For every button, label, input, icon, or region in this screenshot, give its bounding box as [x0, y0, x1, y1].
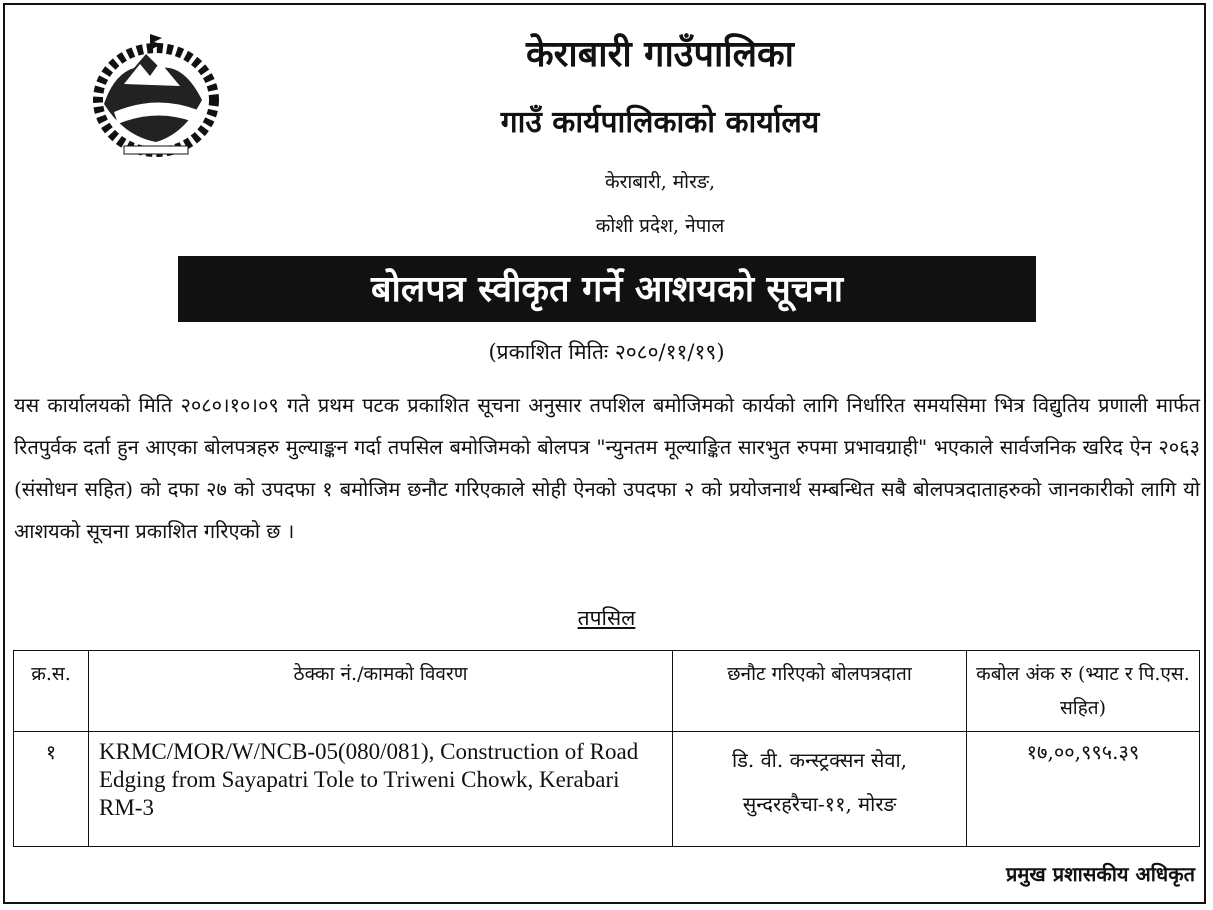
municipality-name: केराबारी गाउँपालिका: [526, 33, 794, 75]
notice-body: यस कार्यालयको मिति २०८०।१०।०९ गते प्रथम पटक प्रकाशित सूचना अनुसार तपशिल बमोजिमको कार्यको लागि निर्धारित समयसिमा भित्र विद्युतिय प्रणाली मार्फत रितपुर्वक दर्ता हुन आएका बोलपत्रहरु मुल्याङ्कन गर्दा तपसिल बमोजिमको बोलपत्र "न्युनतम मूल्याङ्कित सारभुत रुपमा प्रभावग्राही" भएकाले सार्वजनिक खरिद ऐन २०६३ (संसोधन सहित) को दफा २७ को उपदफा १ बमोजिम छनौट गरिएकाले सोही ऐनको उपदफा २ को प्रयोजनार्थ सम्बन्धित सबै बोलपत्रदाताहरुको जानकारीको लागि यो आशयको सूचना प्रकाशित गरिएको छ ।: [14, 393, 1200, 543]
col-header-amount: कबोल अंक रु (भ्याट र पि.एस. सहित): [967, 651, 1200, 732]
table-header-row: [14, 651, 1200, 732]
cell-bidder: [673, 732, 967, 847]
table-row: [14, 732, 1200, 847]
address-line-2: कोशी प्रदेश, नेपाल: [595, 215, 725, 237]
publish-date: (प्रकाशित मितिः २०८०/११/१९): [488, 340, 725, 364]
nepal-emblem-icon: [84, 34, 228, 158]
office-name: गाउँ कार्यपालिकाको कार्यालय: [500, 105, 820, 140]
notice-title: बोलपत्र स्वीकृत गर्ने आशयको सूचना: [178, 256, 1036, 322]
col-header-bidder: छनौट गरिएको बोलपत्रदाता: [673, 651, 967, 732]
col-header-work: ठेक्का नं./कामको विवरण: [89, 651, 673, 732]
award-table: [13, 650, 1200, 847]
cell-work: KRMC/MOR/W/NCB-05(080/081), Construction of Road Edging from Sayapatri Tole to Triweni Chowk, Kerabari RM-3: [89, 732, 673, 847]
bidder-address: सुन्दरहरैचा-११, मोरङ: [742, 792, 897, 816]
cell-sn: १: [14, 732, 89, 847]
col-header-sn: क्र.स.: [14, 651, 89, 732]
address-line-1: केराबारी, मोरङ,: [604, 171, 716, 193]
details-heading: तपसिल: [577, 606, 636, 630]
bidder-name: डि. वी. कन्स्ट्रक्सन सेवा,: [731, 748, 908, 772]
cell-amount: १७,००,९९५.३९: [967, 732, 1200, 847]
signature: प्रमुख प्रशासकीय अधिकृत: [1006, 862, 1195, 886]
